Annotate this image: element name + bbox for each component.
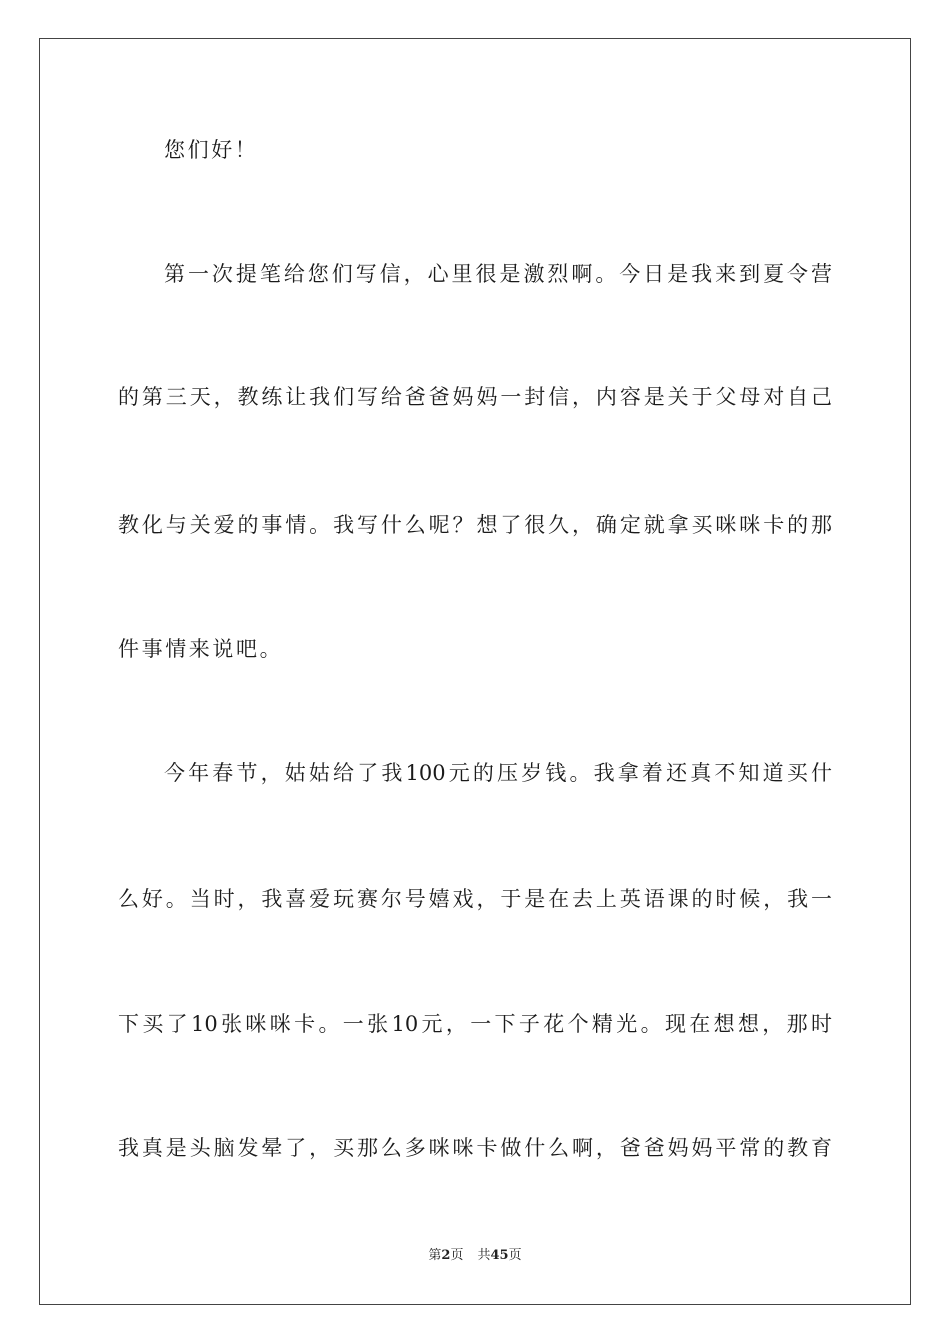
page-number-current: 2 (441, 1248, 451, 1263)
paragraph-1-line-2: 的第三天，教练让我们写给爸爸妈妈一封信，内容是关于父母对自己 (118, 385, 832, 409)
paragraph-1-line-3: 教化与关爱的事情。我写什么呢？想了很久，确定就拿买咪咪卡的那 (118, 513, 832, 537)
page-footer (0, 1247, 950, 1265)
paragraph-2-line-4: 我真是头脑发晕了，买那么多咪咪卡做什么啊，爸爸妈妈平常的教育 (118, 1136, 832, 1160)
paragraph-2-line-3: 下买了10张咪咪卡。一张10元，一下子花个精光。现在想想，那时 (118, 1012, 832, 1036)
page-total-suffix: 页 (508, 1248, 522, 1263)
page-number-prefix: 第 (428, 1248, 442, 1263)
paragraph-1-line-1: 第一次提笔给您们写信，心里很是激烈啊。今日是我来到夏令营 (164, 262, 832, 286)
paragraph-2-line-2: 么好。当时，我喜爱玩赛尔号嬉戏，于是在去上英语课的时候，我一 (118, 887, 832, 911)
page-number-suffix: 页 (450, 1248, 464, 1263)
page-border (39, 38, 911, 1305)
salutation-line: 您们好！ (164, 138, 259, 162)
page-total-prefix: 共 (477, 1248, 491, 1263)
paragraph-2-line-1: 今年春节，姑姑给了我100元的压岁钱。我拿着还真不知道买什 (164, 761, 832, 785)
paragraph-1-line-4: 件事情来说吧。 (118, 637, 284, 661)
page-total-count: 45 (490, 1248, 509, 1263)
